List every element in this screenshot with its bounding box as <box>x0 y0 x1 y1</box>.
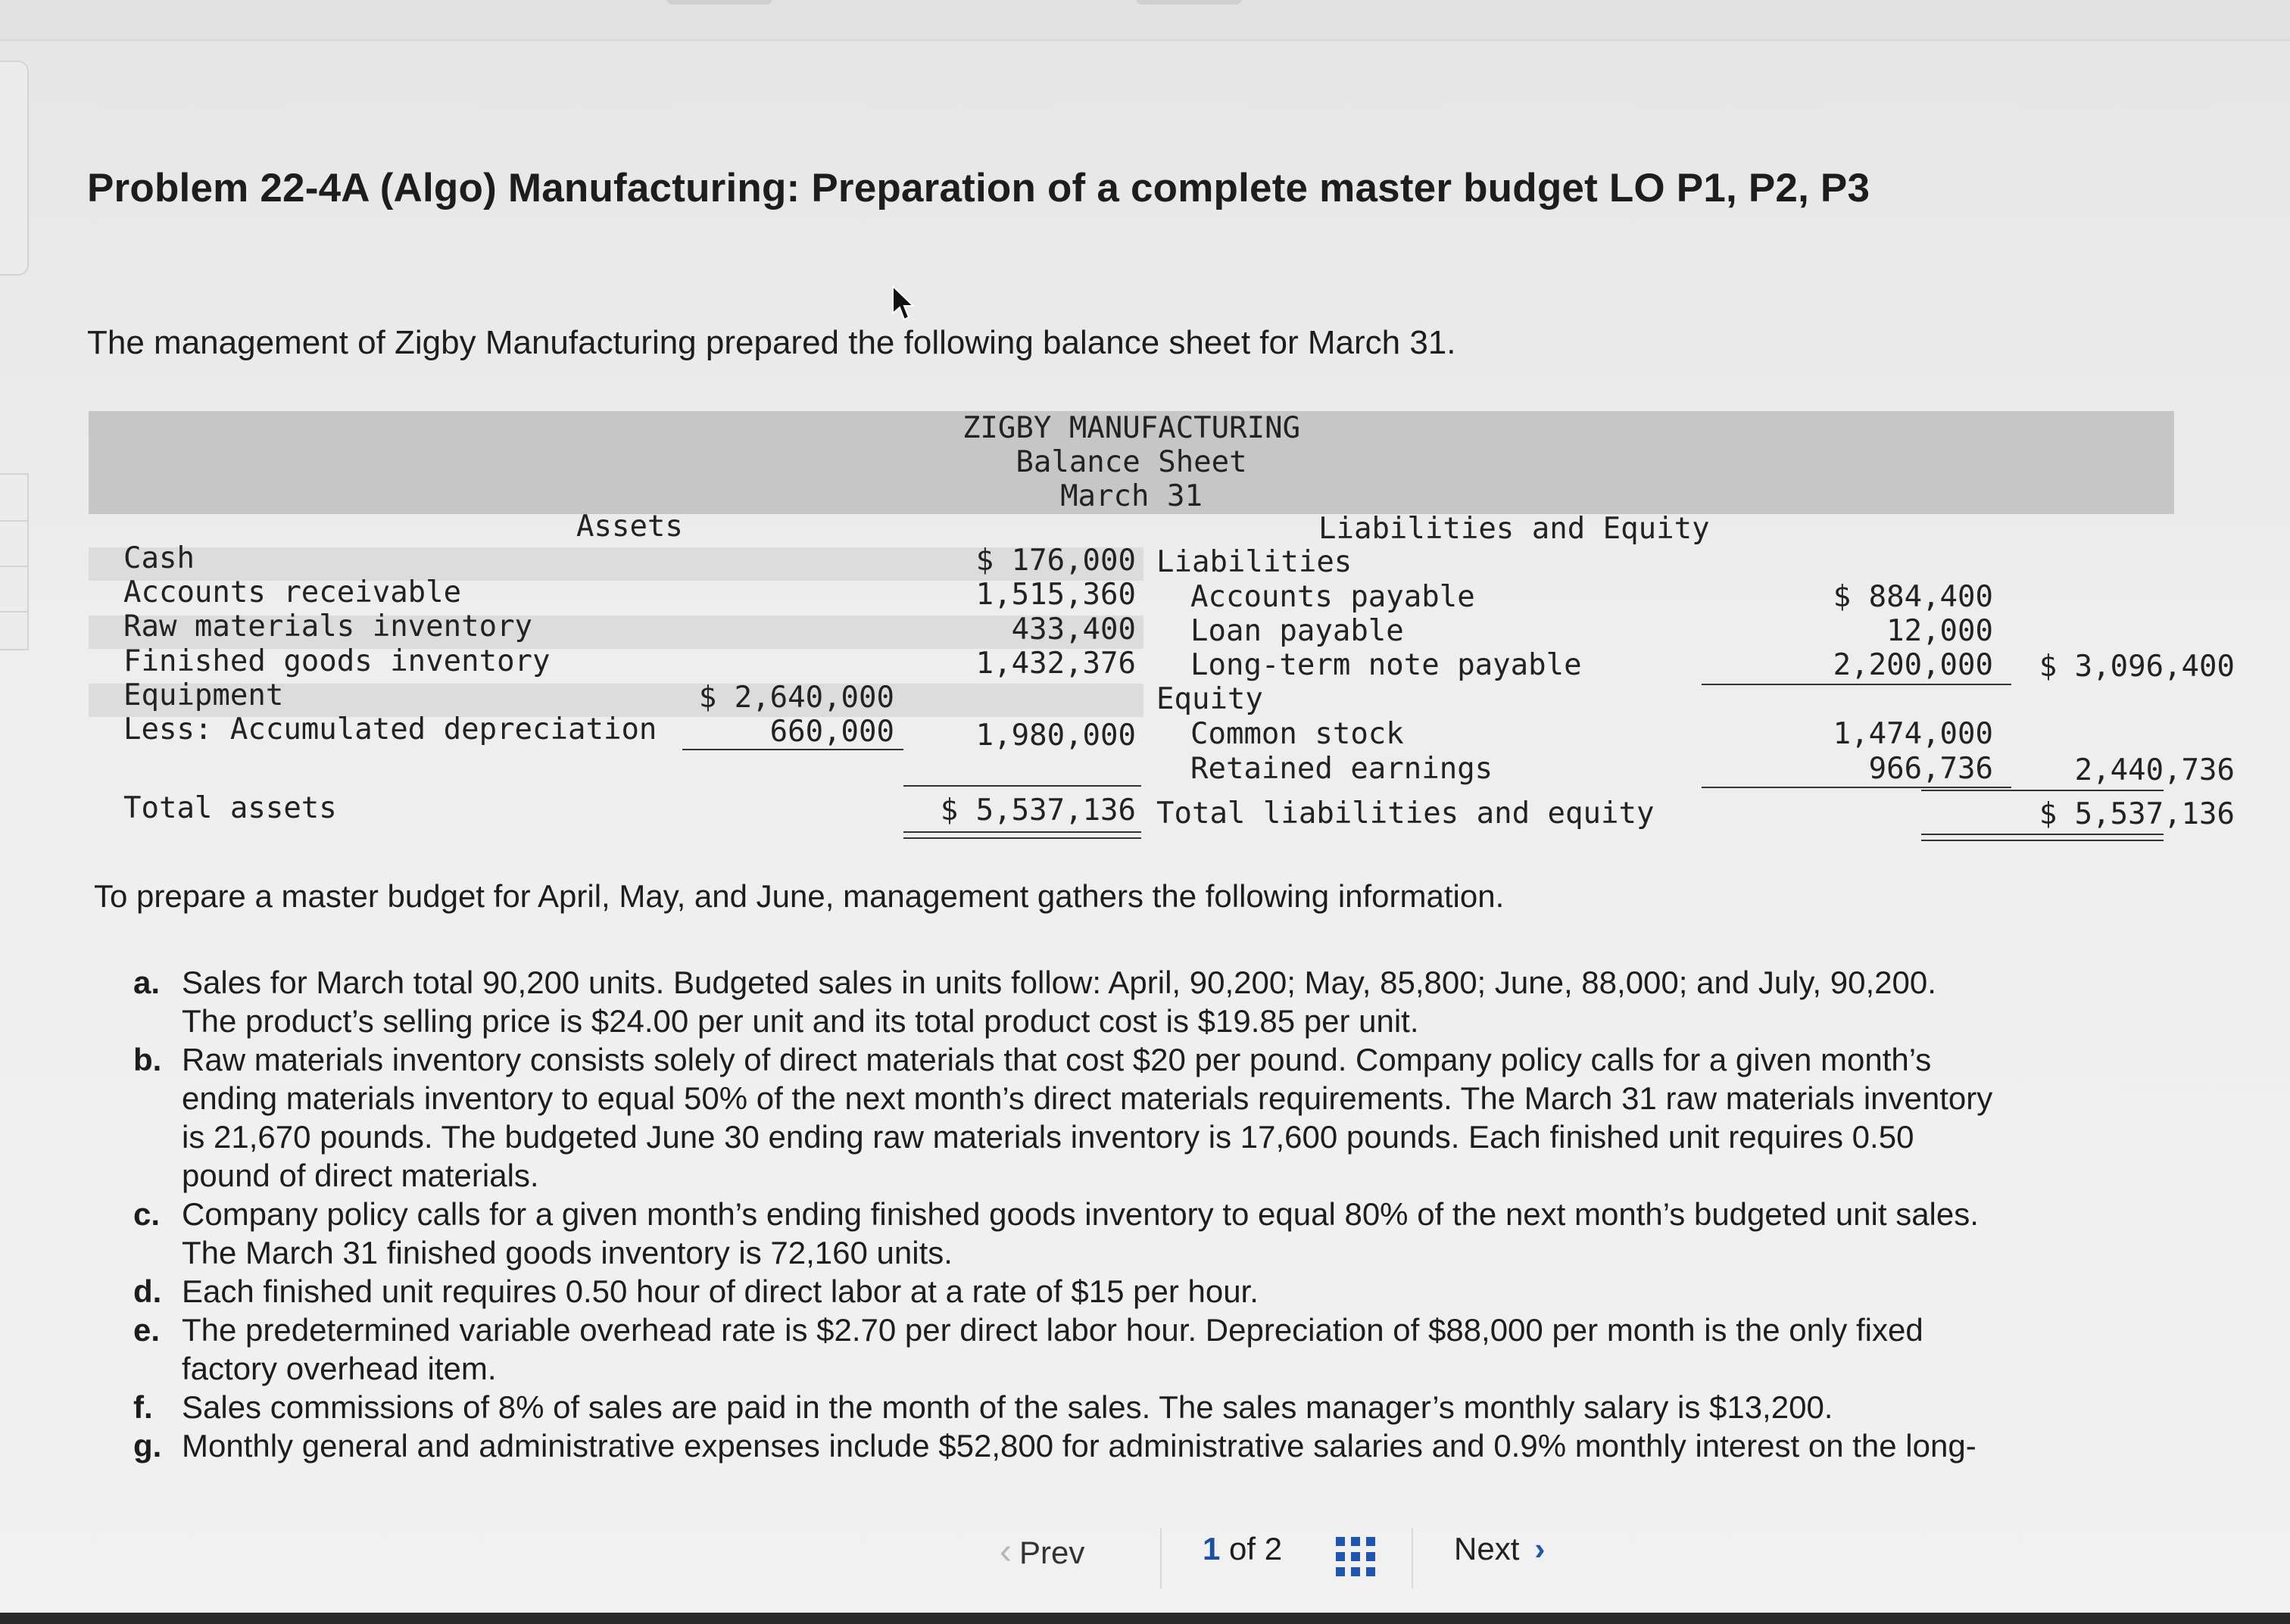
accumulated-depreciation-value: 660,000 <box>769 715 894 749</box>
total-liabilities-equity-value: $ 5,537,136 <box>2039 797 2235 831</box>
long-term-note-label: Long-term note payable <box>1190 648 1582 682</box>
finished-goods-label: Finished goods inventory <box>123 644 551 678</box>
cash-label: Cash <box>123 541 195 575</box>
balance-sheet <box>89 411 2235 850</box>
equity-label: Equity <box>1156 682 1263 716</box>
liabilities-label: Liabilities <box>1156 545 1352 579</box>
page-indicator[interactable]: 1 of 2 <box>1203 1531 1283 1566</box>
equipment-value: $ 2,640,000 <box>698 681 894 715</box>
long-term-note-value: 2,200,000 <box>1833 648 1993 682</box>
loan-payable-value: 12,000 <box>1886 614 1993 648</box>
list-item: d. Each finished unit requires 0.50 hour of direct labor at a rate of $15 per hour. <box>133 1273 1259 1309</box>
common-stock-label: Common stock <box>1190 717 1404 751</box>
chevron-left-icon: ‹ <box>1000 1532 1012 1572</box>
total-assets-label: Total assets <box>123 791 337 825</box>
problem-title: Problem 22-4A (Algo) Manufacturing: Preparation of a complete master budget LO P1, P2, P3 <box>87 166 1870 210</box>
finished-goods-value: 1,432,376 <box>975 647 1136 681</box>
statement-date: March 31 <box>1060 479 1203 513</box>
accounts-payable-label: Accounts payable <box>1190 580 1475 614</box>
list-item: f. Sales commissions of 8% of sales are paid in the month of the sales. The sales manager’s monthly salary is $13,200. <box>133 1389 1833 1425</box>
browser-top-edge <box>0 0 2290 41</box>
side-panel-tabs[interactable] <box>0 473 29 650</box>
total-equity-value: 2,440,736 <box>2074 753 2235 787</box>
accounts-receivable-value: 1,515,360 <box>975 578 1136 612</box>
raw-materials-label: Raw materials inventory <box>123 609 533 644</box>
info-intro: To prepare a master budget for April, May, and June, management gathers the following information. <box>94 878 1505 914</box>
next-button[interactable]: Next › <box>1454 1531 1546 1566</box>
raw-materials-value: 433,400 <box>1011 613 1136 647</box>
intro-text: The management of Zigby Manufacturing prepared the following balance sheet for March 31. <box>87 324 1456 361</box>
grid-icon[interactable] <box>1336 1537 1375 1576</box>
cash-value: $ 176,000 <box>975 544 1136 578</box>
accounts-receivable-label: Accounts receivable <box>123 575 462 609</box>
list-item: a. Sales for March total 90,200 units. Budgeted sales in units follow: April, 90,200; May, 85,800; June, 88,000; and July, 90,200. The product’s selling price is $24.00 per unit and its total product cost is $19.85 per unit. <box>133 965 1936 1039</box>
retained-earnings-label: Retained earnings <box>1190 752 1493 786</box>
company-name: ZIGBY MANUFACTURING <box>962 411 1301 445</box>
mouse-pointer-icon <box>891 285 916 323</box>
screen-bottom-edge <box>0 1613 2290 1624</box>
list-item: g. Monthly general and administrative expenses include $52,800 for administrative salaries and 0.9% monthly interest on the long- <box>133 1428 1976 1463</box>
info-list <box>133 963 2178 1465</box>
retained-earnings-value: 966,736 <box>1868 752 1993 786</box>
total-liabilities-value: $ 3,096,400 <box>2039 650 2235 684</box>
prev-button[interactable]: ‹ Prev <box>1000 1532 1085 1572</box>
equipment-label: Equipment <box>123 678 284 712</box>
list-item: e. The predetermined variable overhead rate is $2.70 per direct labor hour. Depreciation of $88,000 per month is the only fixed factory overhead item. <box>133 1312 1923 1386</box>
side-panel-tab[interactable] <box>0 61 29 276</box>
list-item: c. Company policy calls for a given month’s ending finished goods inventory to equal 80% of the next month’s budgeted unit sales. The March 31 finished goods inventory is 72,160 units. <box>133 1196 1979 1270</box>
accounts-payable-value: $ 884,400 <box>1833 580 1993 614</box>
chevron-right-icon: › <box>1534 1531 1546 1566</box>
list-item: b. Raw materials inventory consists solely of direct materials that cost $20 per pound. Company policy calls for a given month’s ending materials inventory to equal 50% of the next month’s direct materials requirements. The March 31 raw materials inventory is 21,670 pounds. The budgeted June 30 ending raw materials inventory is 17,600 pounds. Each finished unit requires 0.50 pound of direct materials. <box>133 1042 1993 1193</box>
assets-header: Assets <box>576 510 683 544</box>
pager-divider <box>1160 1528 1162 1588</box>
loan-payable-label: Loan payable <box>1190 614 1404 648</box>
net-equipment-value: 1,980,000 <box>975 718 1136 753</box>
accumulated-depreciation-label: Less: Accumulated depreciation <box>123 712 657 747</box>
pager-divider <box>1412 1528 1413 1588</box>
statement-name: Balance Sheet <box>1016 445 1247 479</box>
common-stock-value: 1,474,000 <box>1833 717 1993 751</box>
total-liabilities-equity-label: Total liabilities and equity <box>1156 796 1655 831</box>
liabilities-equity-header: Liabilities and Equity <box>1318 512 1710 546</box>
total-assets-value: $ 5,537,136 <box>940 793 1136 828</box>
